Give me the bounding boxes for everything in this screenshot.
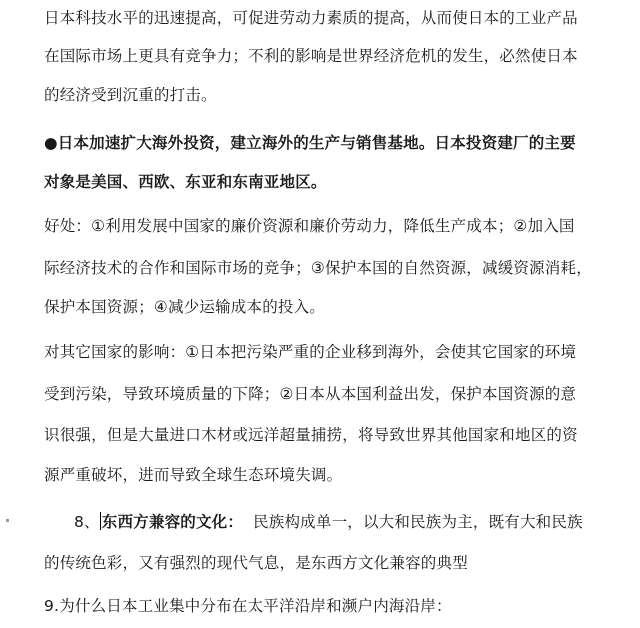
impact-line: 识很强，但是大量进口木材或远洋超量捕捞，将导致世界其他国家和地区的资 <box>44 426 578 444</box>
benefits-line: 好处：①利用发展中国家的廉价资源和廉价劳动力，降低生产成本；②加入国 <box>44 217 575 235</box>
impact-line: 源严重破坏，进而导致全球生态环境失调。 <box>44 466 343 484</box>
impact-line: 对其它国家的影响：①日本把污染严重的企业移到海外，会使其它国家的环境 <box>44 343 577 361</box>
benefits-line: 际经济技术的合作和国际市场的竞争；③保护本国的自然资源，减缓资源消耗， <box>44 259 592 277</box>
impact-line: 受到污染，导致环境质量的下降；②日本从本国利益出发，保护本国资源的意 <box>44 385 577 403</box>
paragraph-line: 的经济受到沉重的打击。 <box>44 86 217 104</box>
text-cursor <box>100 512 101 530</box>
section-8-continuation: 的传统色彩，又有强烈的现代气息，是东西方文化兼容的典型 <box>44 554 468 572</box>
section-8-line <box>74 512 583 532</box>
benefits-line: 保护本国资源；④减少运输成本的投入。 <box>44 298 325 316</box>
bold-bullet-line: 对象是美国、西欧、东亚和东南亚地区。 <box>44 173 327 191</box>
bold-bullet-line: ●日本加速扩大海外投资，建立海外的生产与销售基地。日本投资建厂的主要 <box>44 134 576 152</box>
section-8-text: 民族构成单一，以大和民族为主，既有大和民族 <box>253 513 583 531</box>
section-9-heading: 9.为什么日本工业集中分布在太平洋沿岸和濒户内海沿岸： <box>44 597 452 615</box>
margin-mark <box>6 519 9 522</box>
paragraph-line: 在国际市场上更具有竞争力；不利的影响是世界经济危机的发生，必然使日本 <box>44 47 578 65</box>
section-8-heading: 东西方兼容的文化： <box>101 513 244 531</box>
section-8-number: 8、 <box>74 513 100 531</box>
paragraph-line: 日本科技水平的迅速提高，可促进劳动力素质的提高，从而使日本的工业产品 <box>44 9 578 27</box>
